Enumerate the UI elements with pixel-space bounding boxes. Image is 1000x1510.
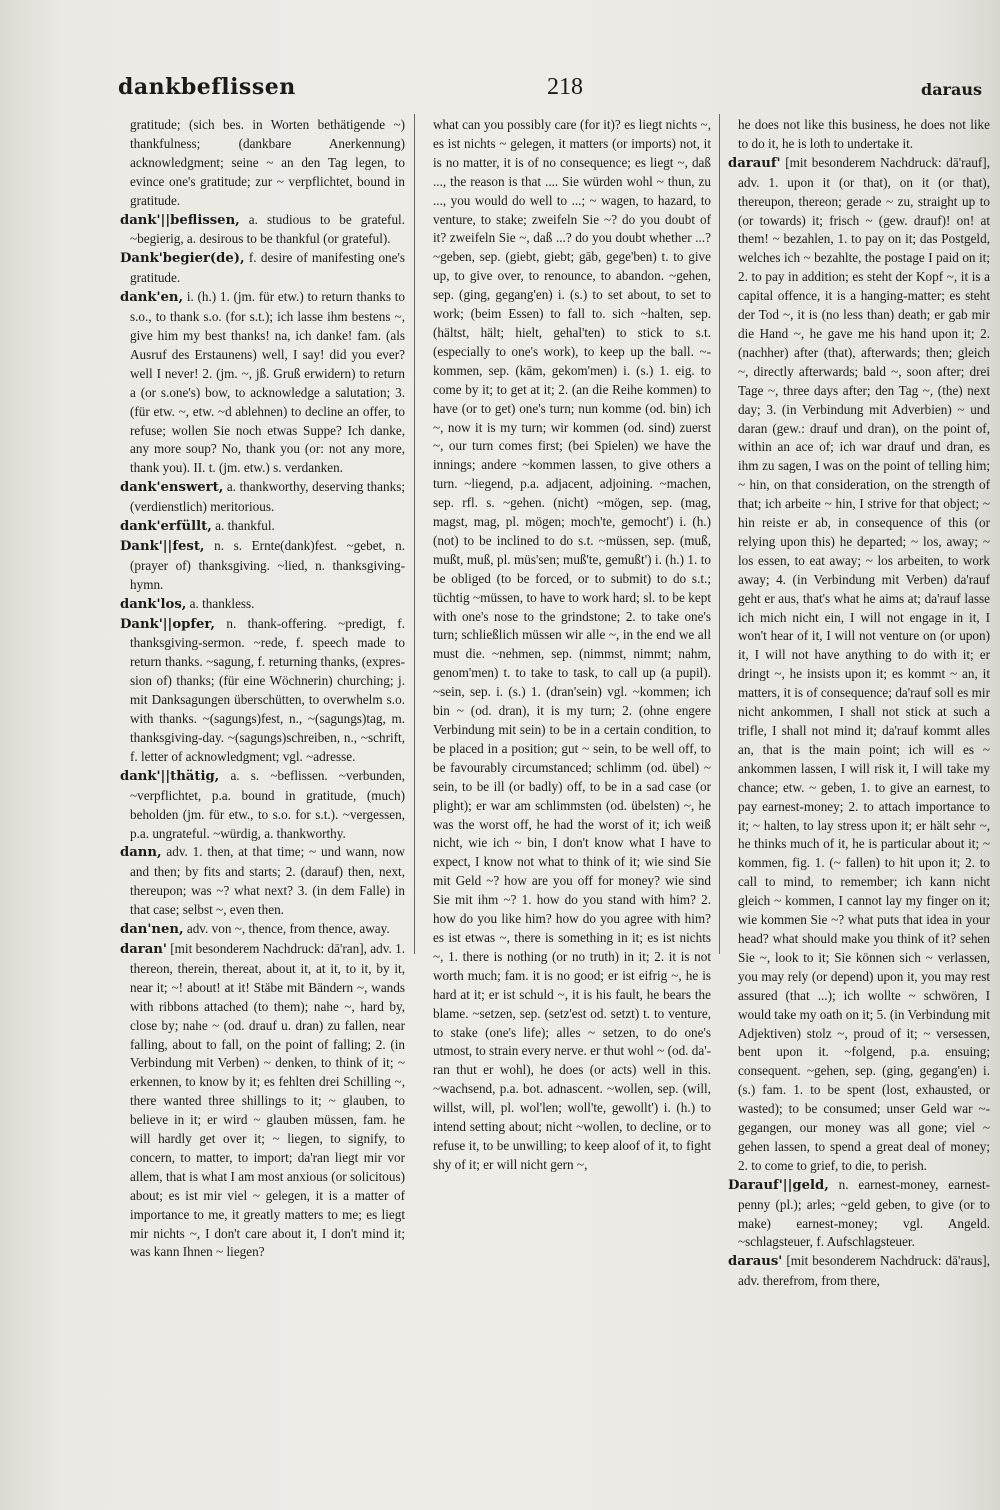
- dictionary-entry: [120, 595, 405, 615]
- headword: dan'nen,: [120, 922, 184, 938]
- headword: Darauf'||geld,: [728, 1177, 829, 1193]
- column-divider: [719, 114, 720, 954]
- page-number: 218: [547, 74, 583, 100]
- headword: Dank'||opfer,: [120, 616, 215, 632]
- entry-text: n. thank-offering. ~predigt, f. thanksgiving-sermon. ~rede, f. speech made to return thanks. ~sagung, f. returning thanks, (expression of) thanks; (für eine Wöchnerin) churching; j. mit Danksagungen überschütten, to overwhelm s.o. with thanks. ~(sagungs)fest, n., ~(sagungs)tag, m. thanksgiving-day. ~(sagungs)schreiben, n., ~schrift, f. letter of acknowledgment; vgl. ~adresse.: [130, 615, 405, 764]
- entry-text: what can you possibly care (for it)? es liegt nichts ~, es ist nichts ~ gelegen, it matters (or imports) not, it is no matter, it is of no consequence; es liegt ~, daß ..., the reason is that .... Sie würden wohl ~ thun, zu ..., you would do well to ...; ~ wagen, to hazard, to venture, to stake; zweifeln Sie ~? do you doubt of it? zweifeln Sie ~, daß ...? do you doubt whether ...? ~geben, sep. (giebt, giebt; gāb, gege'ben) t. to give up, to give over, to renounce, to abandon. ~gehen, sep. (ging, gegang'en) i. (s.) to set about, to set to work; (beim Essen) to fall to. sich ~halten, sep. (hältst, hält; hielt, gehal'ten) to stick to s.t. (especially to one's work), to keep up the ball. ~kommen, sep. (kām, gekom'men) i. (s.) 1. eig. to come by it; to get at it; 2. (an die Reihe kommen) to have (or to get) one's turn; nun komme (od. bin) ich ~, now it is my turn; wir kommen (od. sind) zuerst ~, our turn comes first; (bei Spielen) we have the innings; andere ~kommen lassen, to give others a turn. ~liegend, p.a. adjacent, adjoining. ~machen, sep. rfl. s. ~gehen. (nicht) ~mögen, sep. (mag, magst, mag, pl. mögen; moch'te, gemocht') i. (h.) (not) to be inclined to do s.t. ~müssen, sep. (muß, mußt, muß, pl. müs'sen; muß'te, gemußt') i. (h.) 1. to be obliged (to be forced, or to submit) to do s.t.; tüchtig ~müssen, to have to work hard; sl. to be kept with one's nose to the grindstone; 2. to take one's turn; schließlich müssen wir alle ~, in the end we all must die. ~nehmen, sep. (nimmst, nimmt; nahm, genom'men) t. to take to task, to call up (a pupil). ~sein, sep. i. (s.) 1. (dran'sein) vgl. ~kommen; ich bin ~ (od. dran), it is my turn; 2. (ohne engere Verbindung mit sein) to be in a certain condition, to be placed in a position; gut ~ sein, to be well off, to be favourably circumstanced; schlimm (od. übel) ~ sein, to be ill (or badly) off, to be in a sad case (or plight); er war am schlimmsten (od. übelsten) ~, he was the worst off, he had the worst of it; ich weiß nicht, wie ich ~ bin, I don't know what I have to expect, I know not what to think of it; wie sind Sie mit Geld ~? how are you off for money? wie sind Sie mit ihm ~? 1. how do you stand with him? 2. how do you like him? how do you agree with him? es ist etwas ~, there is something in it; es ist nichts ~, 1. there is nothing (or no truth) in it; 2. it is not worth much; fam. it is no good; er ist eifrig ~, he is hard at it; er ist schuld ~, it is his fault, he bears the blame. ~setzen, sep. (setz'est od. setzt) t. to venture, to stake (one's life); alles ~ setzen, to do one's utmost, to strain every nerve. er thut wohl ~ (od. da'ran thut er wohl), he does (or acts) well in this. ~wachsend, p.a. bot. adnascent. ~wollen, sep. (will, willst, will, pl. wol'len; woll'te, gewollt') i. (h.) to intend setting about; nicht ~wollen, to decline, or to refuse it, to be unwilling; to keep aloof of it, to fight shy of it; er will nicht gern ~,: [433, 117, 711, 1172]
- entry-text: adv. 1. then, at that time; ~ und wann, now and then; by fits and starts; 2. (darauf) then, next, thereupon; was ~? what next? 3. (in dem Falle) in that case; selbst ~, even then.: [130, 844, 405, 918]
- dictionary-entry: [728, 1252, 990, 1291]
- header-right-guide-word: daraus: [921, 80, 982, 99]
- dictionary-entry: [728, 1176, 990, 1253]
- column-divider: [414, 114, 415, 954]
- column-1: [120, 116, 405, 1262]
- headword: Dank'||fest,: [120, 538, 205, 554]
- entry-text: i. (h.) 1. (jm. für etw.) to return thanks to s.o., to thank s.o. (for s.t.); ich lasse ihm bestens ~, give him my best thanks! na, ich danke! fam. (als Ausruf des Erstaunens) well, I say! did you ever? well I never! 2. (jm. ~, jß. Gruß erwidern) to return a (or s.one's) bow, to acknowledge a salutation; 3. (für etw. ~, etw. ~d ablehnen) to decline an offer, to refuse; wollen Sie noch etwas Suppe? Ich danke, any more soup? No, thank you (or: not any more, thank you). II. t. (jm. etw.) s. verdanken.: [130, 289, 406, 476]
- headword: daran': [120, 941, 167, 957]
- column-3: [728, 116, 990, 1291]
- entry-text: a. thankworthy, deserving thanks; (verdienstlich) meritorious.: [130, 479, 405, 515]
- headword: dank'enswert,: [120, 480, 224, 496]
- entry-text: n. s. Ernte(dank)fest. ~gebet, n. (prayer of) thanksgiving. ~lied, n. thanksgiving-hymn.: [130, 537, 405, 592]
- entry-text: a. s. ~beflissen. ~verbunden, ~verpflichtet, p.a. bound in gratitude, (much) beholden (jm. für etw., to s.o. for s.t.). ~vergessen, p.a. ungrateful. ~würdig, a. thankworthy.: [130, 767, 405, 841]
- headword: dank'los,: [120, 596, 187, 612]
- column-2: [423, 116, 711, 1175]
- entry-text: a. studious to be grateful. ~begierig, a. desirous to be thankful (or grateful).: [130, 211, 406, 247]
- dictionary-entry: [120, 211, 405, 250]
- headword: dank'erfüllt,: [120, 519, 212, 535]
- entry-text: a. thankless.: [189, 595, 255, 611]
- headword: daraus': [728, 1254, 783, 1270]
- dictionary-entry: [120, 517, 405, 537]
- dictionary-entry: [120, 249, 405, 288]
- headword: dann,: [120, 845, 162, 861]
- page-header: [118, 74, 982, 104]
- entry-text: n. earnest-money, earnest-penny (pl.); arles; ~geld geben, to give (or to make) earnest-money; vgl. Angeld. ~schlagsteuer, f. Aufschlagsteuer.: [738, 1176, 991, 1250]
- headword: dank'en,: [120, 290, 184, 306]
- entry-text: adv. von ~, thence, from thence, away.: [186, 921, 390, 937]
- dictionary-entry: [120, 940, 405, 1262]
- entry-continuation: [120, 116, 405, 211]
- entry-text: he does not like this business, he does not like to do it, he is loth to undertake it.: [738, 117, 990, 151]
- entry-text: [mit besonderem Nachdruck: dā'raus], adv. therefrom, from there,: [738, 1253, 990, 1289]
- dictionary-entry: [120, 288, 405, 478]
- entry-text: gratitude; (sich bes. in Worten bethätigende ~) thankfulness; (dankbare Anerkennung) acknowledgment; seine ~ an den Tag legen, to evince one's gratitude; zur ~ verpflichtet, bound in gratitude.: [130, 117, 405, 208]
- header-left-guide-word: dankbeflissen: [118, 74, 296, 100]
- dictionary-entry: [120, 478, 405, 517]
- entry-text: [mit besonderem Nachdruck: dā'rauf], adv. 1. upon it (or that), on it (or that), thereupon, thereon; gerade ~ zu, straight up to (or towards) it; frisch ~ (gew. drauf)! on! at them! ~ bezahlen, 1. to pay on it; das Postgeld, welches ich ~ bezahlte, the postage I paid on it; 2. to pay in addition; es steht der Kopf ~, it is a capital offence, it is a hanging-matter; es steht der Tod ~, it is (no less than) death; er gab mir die Hand ~, he gave me his hand upon it; 2. (nachher) after (that), afterwards; then; gleich ~, directly afterwards; bald ~, soon after; drei Tage ~, three days after; den Tag ~, (the) next day; 3. (in Verbindung mit Adverbien) ~ und daran (gew.: drauf und dran), on the point of, within an ace of; ich war drauf und dran, es ihm zu sagen, I was on the point of telling him; ~ hin, on that consideration, on the strength of that; ich arbeite ~ hin, I strive for that object; ~ hin reiste er ab, in consequence of this (or relying upon this) he departed; ~ los, away; ~ los essen, to eat away; ~ los arbeiten, to work away; 4. (in Verbindung mit Verben) da'rauf geht er aus, that's what he aims at; da'rauf lasse ich mich nicht ein, I will not engage in it, I won't hear of it, I will not venture on (or upon) it, I will not have anything to do with it; er dringt ~, he insists upon it; es kommt ~ an, it matters, it is of consequence; da'rauf soll es mir nicht ankommen, I shall not stick at such a trifle, I shall not mind it; da'rauf kommt alles an, that is the main point; ich will es ~ ankommen lassen, I will risk it, I will take my chance; etw. ~ geben, 1. to give an earnest, to pay earnest-money; 2. to attach importance to it; ~ halten, to lay stress upon it; er hält sehr ~, he thinks much of it, he is particular about it; ~ kommen, fig. 1. (~ fallen) to hit upon it; 2. to call to mind, to remember; ich kann nicht gleich ~ kommen, I cannot lay my finger on it; wie kommen Sie ~? what puts that idea in your head? what should make you think of it? sehen Sie ~, look to it; Sie können sich ~ verlassen, you may rely (or depend) upon it, you may rest assured (that ...); ich wollte ~ schwören, I would take my oath on it; 5. (in Verbindung mit Adjektiven) stolz ~, proud of it; ~ versessen, bent upon it. ~folgend, p.a. ensuing; consequent. ~gehen, sep. (ging, gegang'en) i. (s.) fam. 1. to be spent (lost, exhausted, or wasted); to be consumed; unser Geld war ~gegangen, our money was all gone; viel ~ gehen lassen, to spend a great deal of money; 2. to come to grief, to die, to perish.: [738, 154, 990, 1173]
- dictionary-entry: [120, 920, 405, 940]
- headword: dank'||beflissen,: [120, 212, 240, 228]
- dictionary-entry: [728, 154, 990, 1176]
- headword: darauf': [728, 155, 781, 171]
- entry-continuation: [423, 116, 711, 1175]
- entry-continuation: [728, 116, 990, 154]
- dictionary-entry: [120, 615, 405, 767]
- dictionary-entry: [120, 767, 405, 844]
- entry-text: f. desire of manifesting one's gratitude.: [130, 250, 405, 286]
- headword: dank'||thätig,: [120, 768, 220, 784]
- headword: Dank'begier(de),: [120, 251, 245, 267]
- dictionary-entry: [120, 843, 405, 920]
- entry-text: [mit besonderem Nachdruck: dā'ran], adv. 1. thereon, therein, thereat, about it, at it, to it, by it, near it; ~! about! at it! Stäbe mit Bändern ~, wands with ribbons attached (to them); nahe ~, hard by, close by; nahe ~ (od. drauf u. dran) zu fallen, near falling, about to fall, on the point of falling; 2. (in Verbindung mit Verben) ~ denken, to think of it; ~ erkennen, to know by it; es fehlten drei Schilling ~, there wanted three shillings to it; ~ glauben, to believe in it; er wird ~ glauben müssen, fam. he will hardly get over it; ~ liegen, to signify, to concern, to matter, to import; da'ran liegt mir vor allem, that is what I am most anxious (or solicitous) about; es ist mir viel ~ gelegen, it is a matter of importance to me, it greatly matters to me; es liegt mir nichts ~, I don't care about it, I don't mind it; was kann Ihnen ~ liegen?: [130, 940, 406, 1260]
- entry-text: a. thankful.: [215, 518, 275, 534]
- dictionary-entry: [120, 537, 405, 595]
